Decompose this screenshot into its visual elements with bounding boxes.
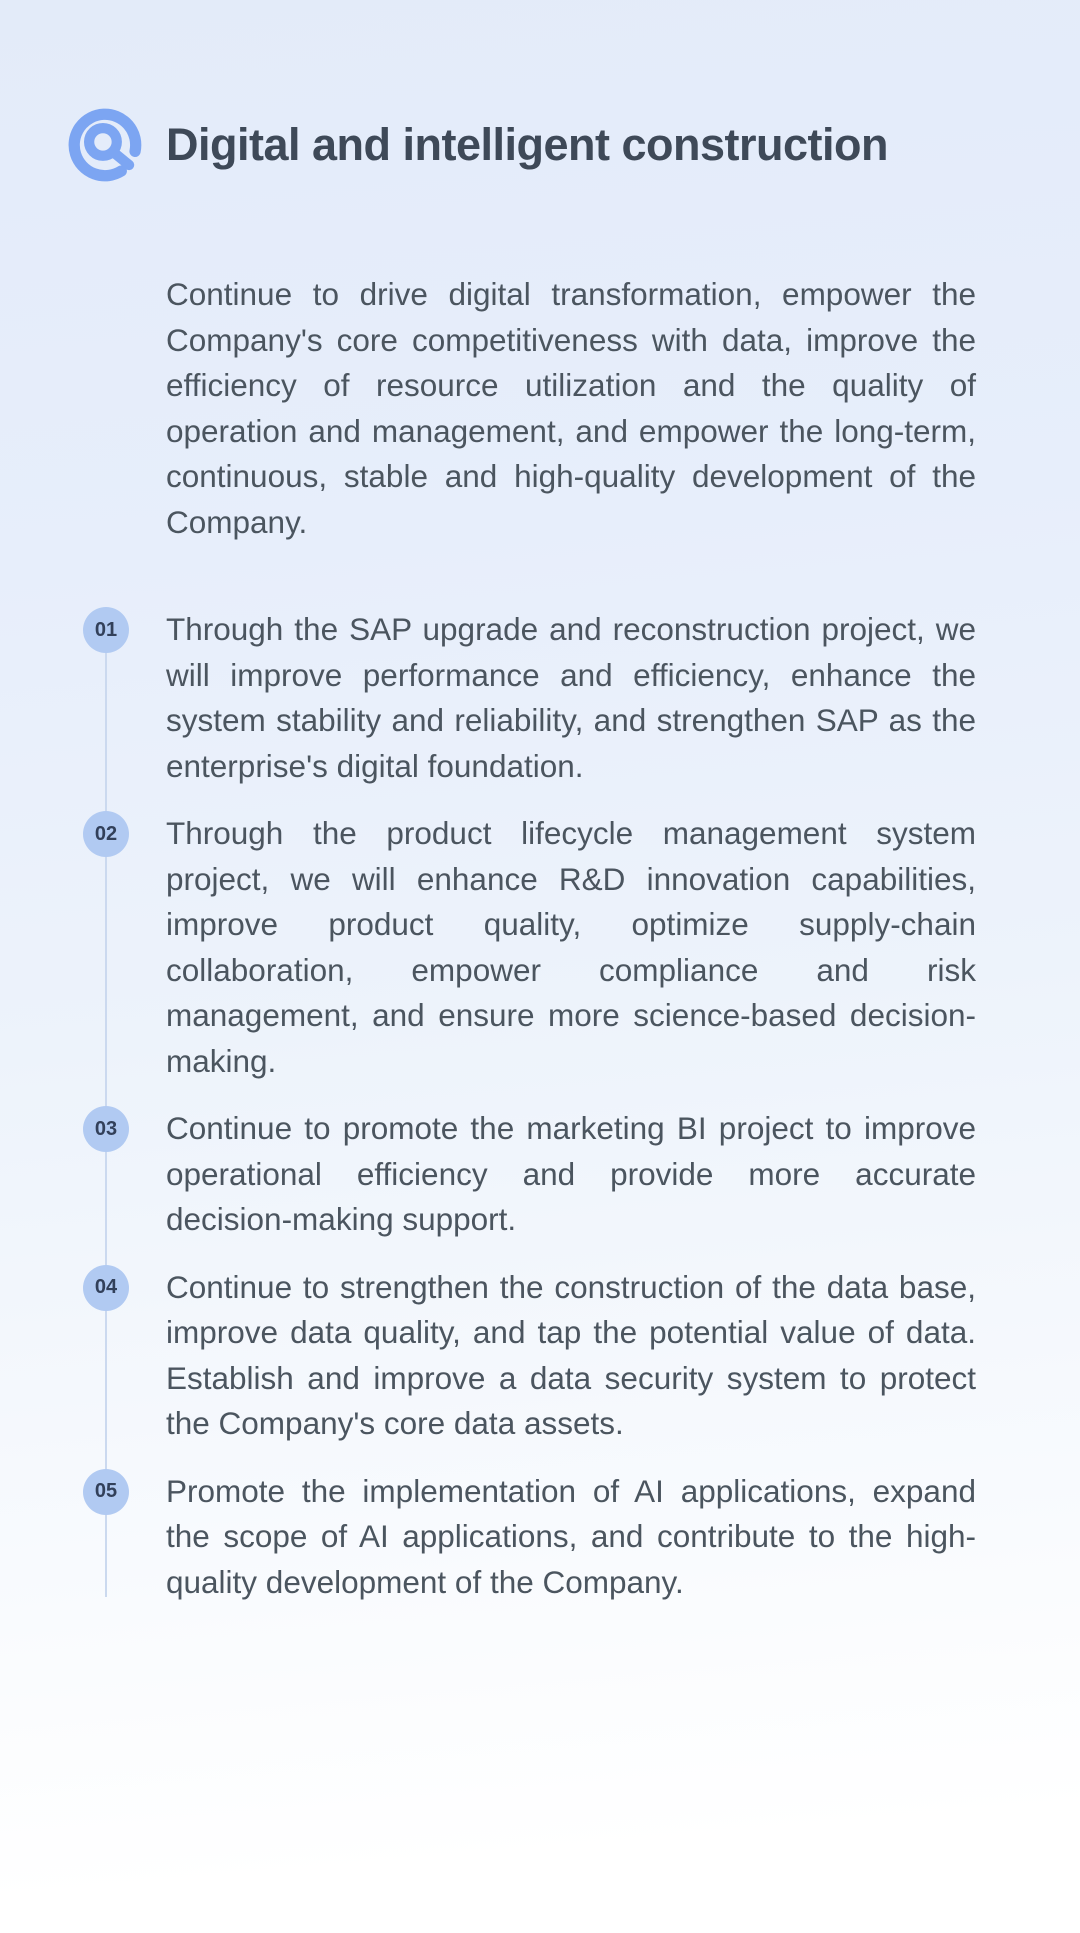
- item-number-badge: 02: [83, 811, 129, 857]
- list-item: [66, 1265, 976, 1447]
- list-item: [66, 811, 976, 1084]
- item-text: Through the SAP upgrade and reconstruction project, we will improve performance and efficiency, enhance the system stability and reliability, and strengthen SAP as the enterprise's digital foundation.: [166, 611, 976, 784]
- item-text: Through the product lifecycle management system project, we will enhance R&D innovation capabilities, improve product quality, optimize supply-chain collaboration, empower compliance and risk management, and ensure more science-based decision-making.: [166, 815, 976, 1079]
- item-text: Continue to promote the marketing BI project to improve operational efficiency and provide more accurate decision-making support.: [166, 1110, 976, 1237]
- page-title: Digital and intelligent construction: [166, 119, 889, 170]
- digital-items-list: [66, 607, 976, 1605]
- item-number-badge: 04: [83, 1265, 129, 1311]
- intro-paragraph: Continue to drive digital transformation, empower the Company's core competitiveness with data, improve the efficiency of resource utilization and the quality of operation and management, and empower the long-term, continuous, stable and high-quality development of the Company.: [166, 276, 976, 540]
- list-item: [66, 1106, 976, 1243]
- item-text: Promote the implementation of AI applications, expand the scope of AI applications, and contribute to the high-quality development of the Company.: [166, 1472, 976, 1600]
- section-header: [0, 0, 1080, 186]
- q-at-logo-icon: [64, 104, 146, 186]
- item-number-badge: 01: [83, 607, 129, 653]
- list-item: [66, 607, 976, 789]
- list-item: [66, 1469, 976, 1606]
- item-text: Continue to strengthen the construction of the data base, improve data quality, and tap the potential value of data. Establish and improve a data security system to protect the Company's core data assets.: [166, 1268, 976, 1441]
- item-number-badge: 03: [83, 1106, 129, 1152]
- item-number-badge: 05: [83, 1469, 129, 1515]
